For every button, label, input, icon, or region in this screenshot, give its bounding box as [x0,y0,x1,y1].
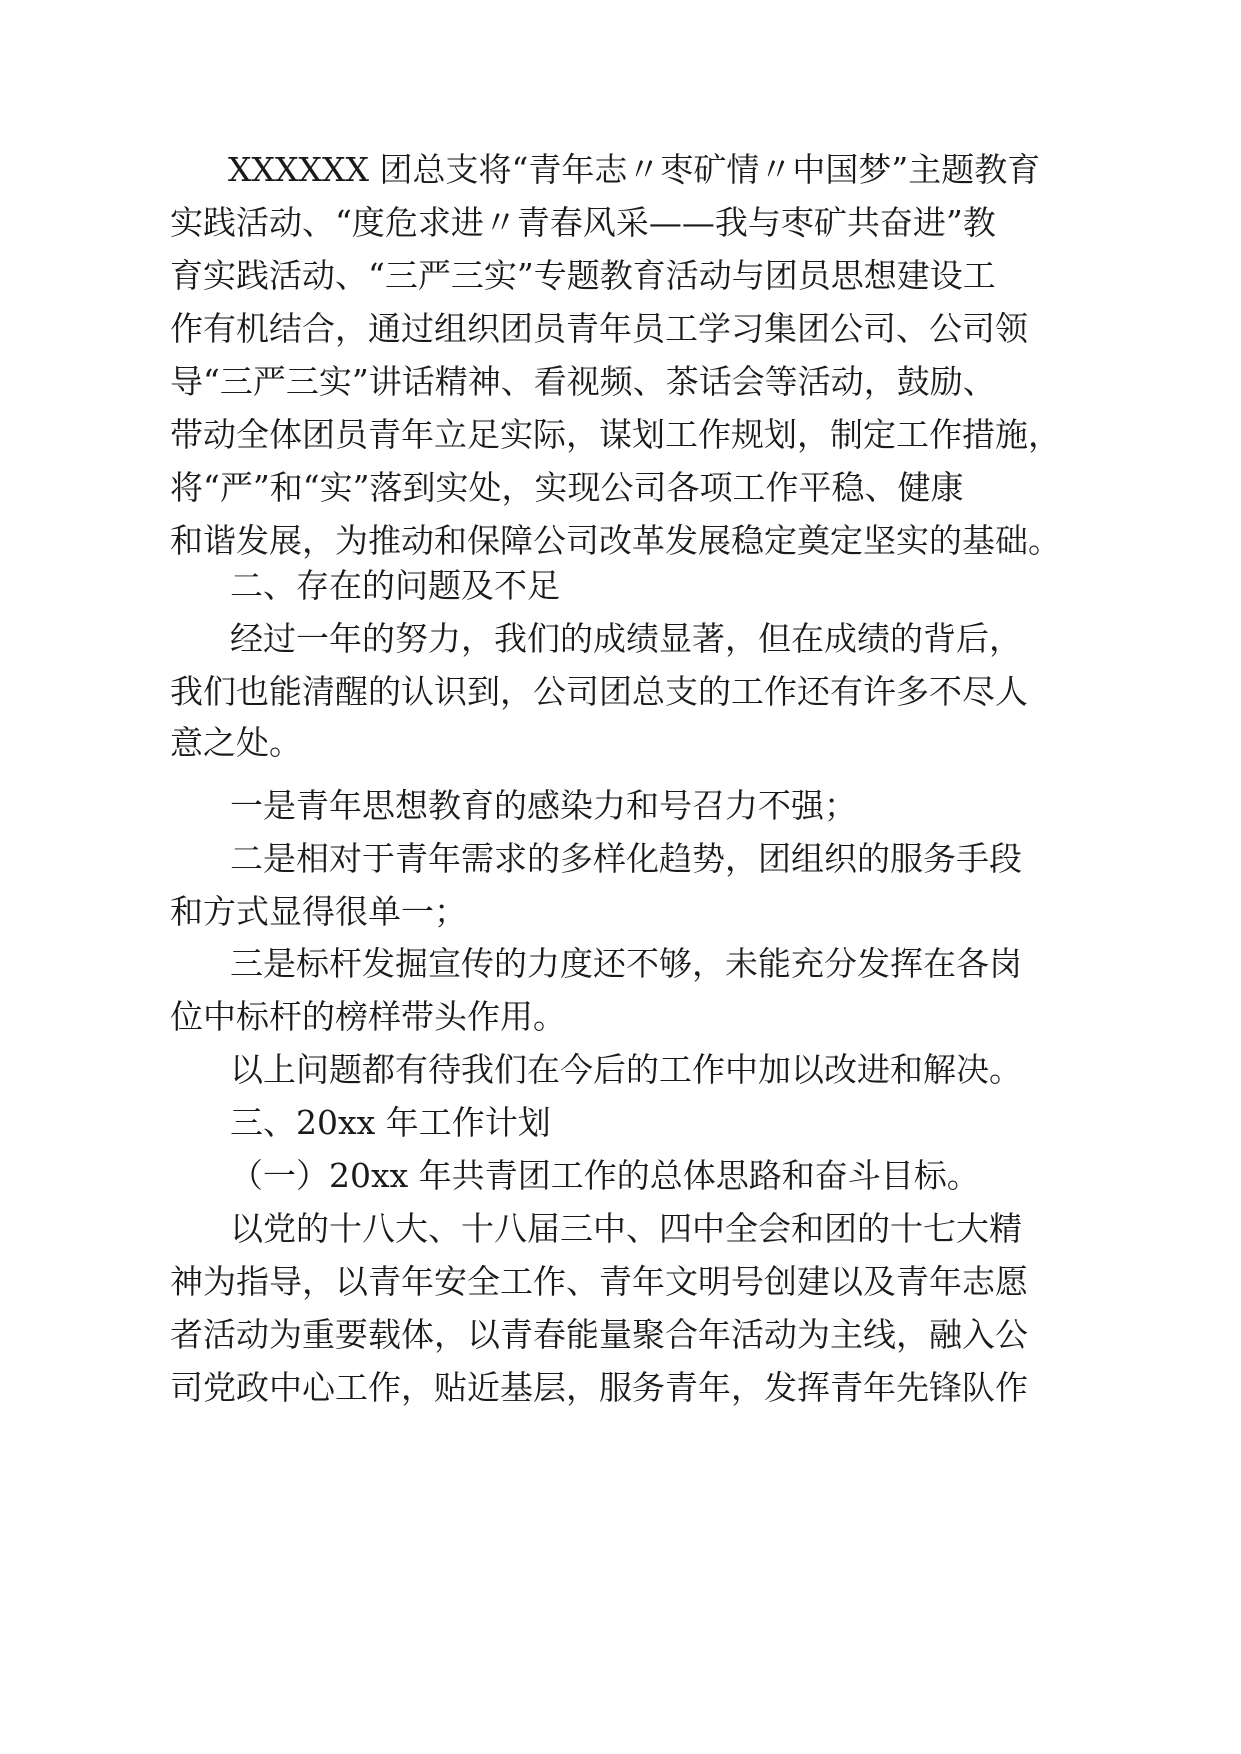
body-text-line: 经过一年的努力，我们的成绩显著，但在成绩的背后， [230,619,1022,658]
body-text-line: 实践活动、“度危求进〃青春风采——我与枣矿共奋进”教 [170,203,996,242]
body-text-line: 以上问题都有待我们在今后的工作中加以改进和解决。 [230,1050,1022,1089]
body-text-line: 以党的十八大、十八届三中、四中全会和团的十七大精 [230,1209,1022,1248]
body-text-line: 司党政中心工作，贴近基层，服务青年，发挥青年先锋队作 [170,1368,1028,1407]
body-text-line: 育实践活动、“三严三实”专题教育活动与团员思想建设工 [170,256,996,295]
body-text-line: 者活动为重要载体，以青春能量聚合年活动为主线，融入公 [170,1315,1028,1354]
section-heading: 二、存在的问题及不足 [230,566,560,605]
body-text-line: 带动全体团员青年立足实际，谋划工作规划，制定工作措施， [170,415,1061,454]
body-text-line: 位中标杆的榜样带头作用。 [170,997,566,1036]
body-text-line: 和方式显得很单一； [170,892,467,931]
body-text-line: 一是青年思想教育的感染力和号召力不强； [230,786,857,825]
section-heading: 三、20xx 年工作计划 [230,1103,551,1142]
body-text-line: 我们也能清醒的认识到，公司团总支的工作还有许多不尽人 [170,672,1028,711]
body-text-line: 意之处。 [170,723,302,762]
subsection-heading: （一）20xx 年共青团工作的总体思路和奋斗目标。 [230,1156,980,1195]
body-text-line: XXXXXX 团总支将“青年志〃枣矿情〃中国梦”主题教育 [228,150,1041,189]
body-text-line: 二是相对于青年需求的多样化趋势，团组织的服务手段 [230,839,1022,878]
body-text-line: 将“严”和“实”落到实处，实现公司各项工作平稳、健康 [170,468,964,507]
body-text-line: 神为指导，以青年安全工作、青年文明号创建以及青年志愿 [170,1262,1028,1301]
body-text-line: 三是标杆发掘宣传的力度还不够，未能充分发挥在各岗 [230,944,1022,983]
body-text-line: 作有机结合，通过组织团员青年员工学习集团公司、公司领 [170,309,1028,348]
body-text-line: 导“三严三实”讲话精神、看视频、茶话会等活动，鼓励、 [170,362,996,401]
body-text-line: 和谐发展，为推动和保障公司改革发展稳定奠定坚实的基础。 [170,521,1061,560]
